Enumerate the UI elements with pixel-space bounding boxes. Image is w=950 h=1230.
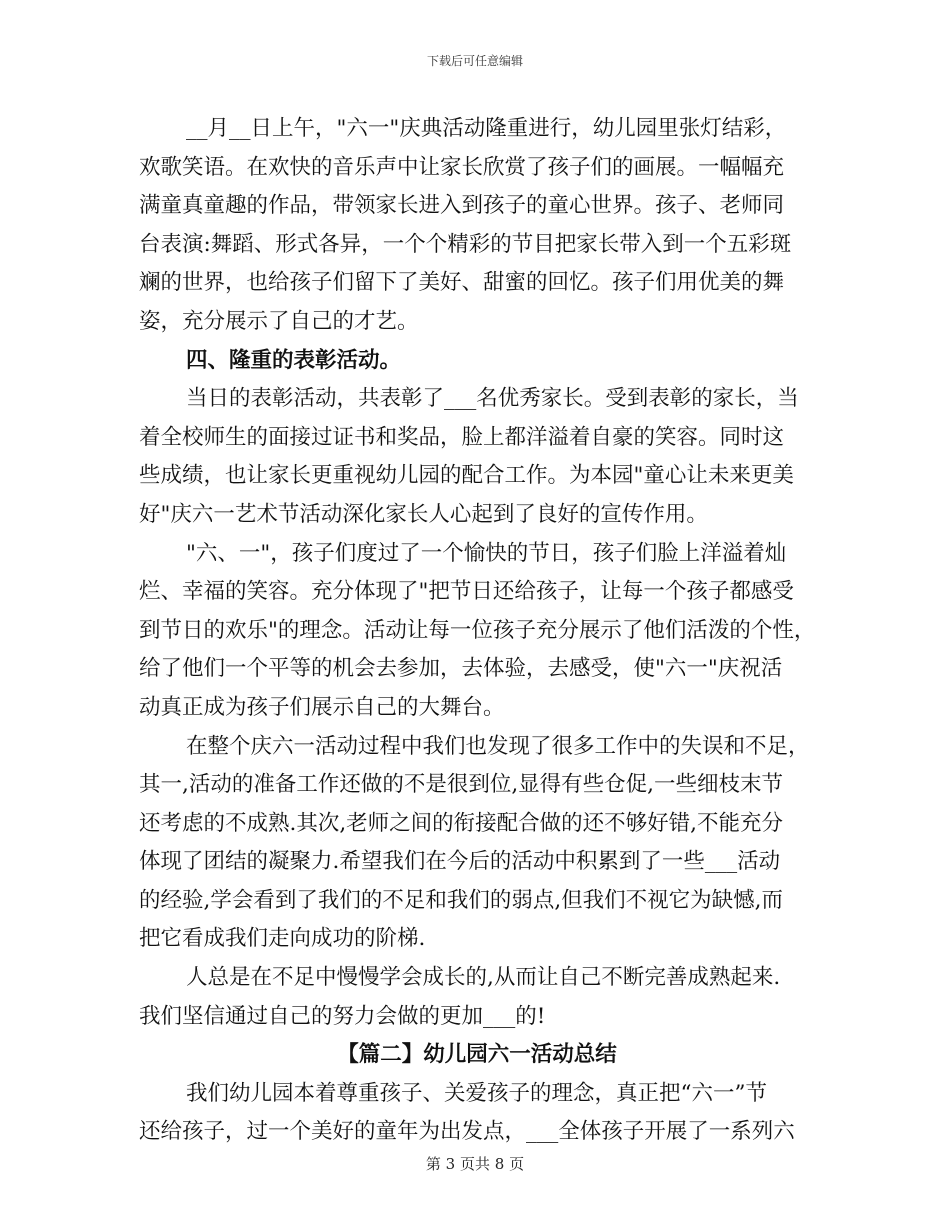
text-line: 些成绩，也让家长更重视幼儿园的配合工作。为本园"童心让未来更美 (139, 463, 794, 489)
text-line: 我们坚信通过自己的努力会做的更加___的! (139, 1003, 546, 1029)
section-heading: 四、隆重的表彰活动。 (186, 347, 402, 373)
text-line: 满童真童趣的作品，带领家长进入到孩子的童心世界。孩子、老师同 (139, 193, 785, 219)
text-line: 好"庆六一艺术节活动深化家长人心起到了良好的宣传作用。 (139, 501, 708, 527)
text-line: 在整个庆六一活动过程中我们也发现了很多工作中的失误和不足， (186, 733, 810, 759)
text-line: 体现了团结的凝聚力.希望我们在今后的活动中积累到了一些___活动 (139, 849, 781, 875)
text-line: __月__日上午，"六一"庆典活动隆重进行，幼儿园里张灯结彩， (186, 116, 787, 141)
text-line: 其一,活动的准备工作还做的不是很到位,显得有些仓促,一些细枝末节 (139, 772, 784, 798)
text-line: 斓的世界，也给孩子们留下了美好、甜蜜的回忆。孩子们用优美的舞 (139, 270, 785, 296)
text-line: 姿，充分展示了自己的才艺。 (139, 308, 419, 334)
text-line: 着全校师生的面接过证书和奖品，脸上都洋溢着自豪的笑容。同时这 (139, 424, 785, 450)
page-header: 下载后可任意编辑 (426, 54, 523, 68)
text-line: 还给孩子，过一个美好的童年为出发点，___全体孩子开展了一系列六 (139, 1119, 795, 1145)
text-line: 当日的表彰活动，共表彰了___名优秀家长。受到表彰的家长，当 (186, 386, 799, 412)
text-line: 台表演:舞蹈、形式各异，一个个精彩的节目把家长带入到一个五彩斑 (139, 231, 792, 257)
text-line: "六、一"，孩子们度过了一个愉快的节日，孩子们脸上洋溢着灿 (186, 540, 787, 566)
text-line: 动真正成为孩子们展示自己的大舞台。 (139, 694, 505, 720)
text-line: 欢歌笑语。在欢快的音乐声中让家长欣赏了孩子们的画展。一幅幅充 (139, 154, 785, 180)
text-line: 到节日的欢乐"的理念。活动让每一位孩子充分展示了他们活泼的个性， (139, 617, 816, 643)
page-footer: 第 3 页共 8 页 (425, 1155, 525, 1173)
text-line: 还考虑的不成熟.其次,老师之间的衔接配合做的还不够好错,不能充分 (139, 810, 784, 836)
text-line: 的经验,学会看到了我们的不足和我们的弱点,但我们不视它为缺憾,而 (139, 887, 784, 913)
text-line: 我们幼儿园本着尊重孩子、关爱孩子的理念，真正把“六一”节 (186, 1080, 767, 1106)
document-body (139, 110, 815, 1152)
section-title: 【篇二】幼儿园六一活动总结 (337, 1042, 617, 1068)
text-line: 把它看成我们走向成功的阶梯. (139, 926, 426, 952)
text-line: 给了他们一个平等的机会去参加，去体验，去感受，使"六一"庆祝活 (139, 656, 783, 682)
text-line: 烂、幸福的笑容。充分体现了"把节日还给孩子，让每一个孩子都感受 (139, 579, 794, 605)
text-line: 人总是在不足中慢慢学会成长的,从而让自己不断完善成熟起来. (186, 965, 781, 991)
